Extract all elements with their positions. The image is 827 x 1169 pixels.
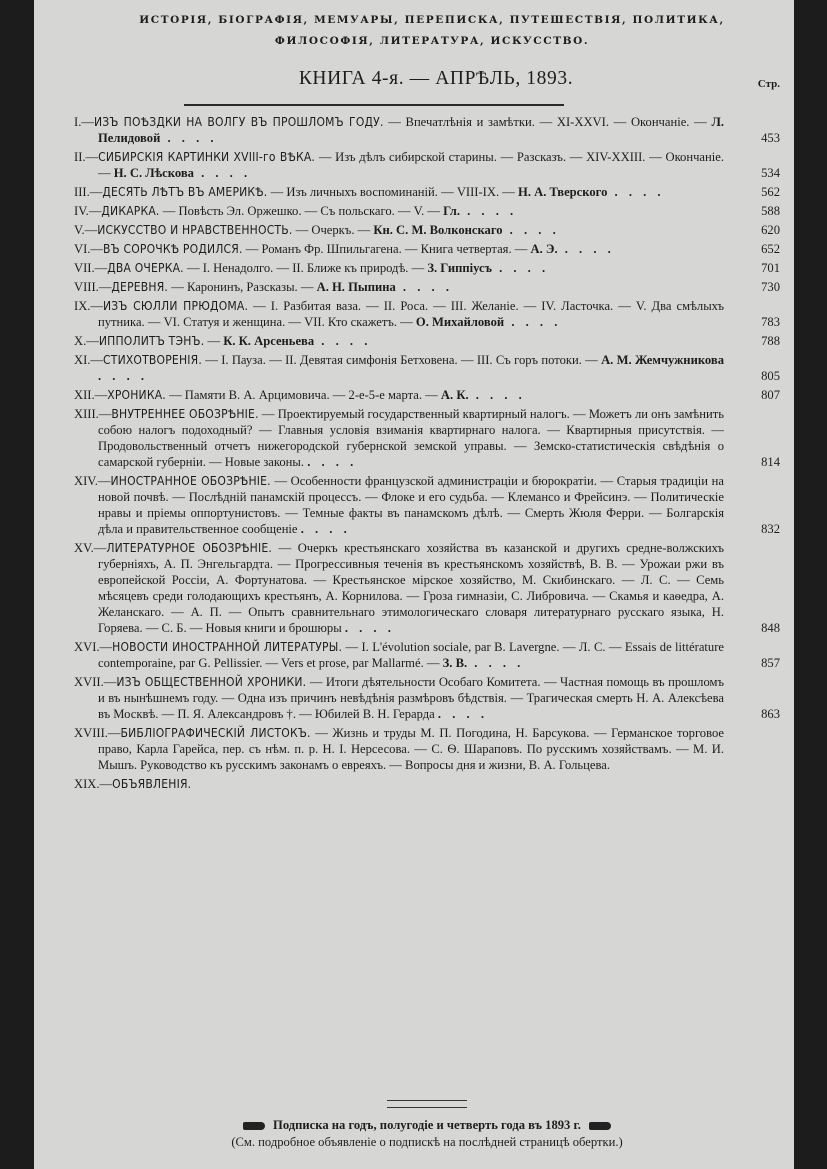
title-rule: [184, 104, 564, 106]
toc-entry-number: VI.—: [74, 242, 104, 256]
toc-entry-description: — I. Разбитая ваза. — II. Роса. — III. Желаніе. — IV. Ласточка. — V. Два смѣлыхъ путника. — VI. Статуя и женщина. — VII. Кто скажетъ. —: [98, 299, 724, 329]
footer: [74, 1100, 780, 1150]
leader-dots: . . . .: [193, 166, 252, 180]
toc-entry-heading: ЛИТЕРАТУРНОЕ ОБОЗРѢНІЕ.: [106, 541, 273, 555]
toc-entry-heading: БИБЛІОГРАФИЧЕСКІЙ ЛИСТОКЪ.: [120, 726, 311, 740]
toc-entry-author: Кн. С. М. Волконскаго: [373, 223, 503, 237]
leader-dots: . . . .: [437, 707, 488, 721]
toc-entry-number: X.—: [74, 334, 99, 348]
toc-entry: [74, 674, 780, 722]
toc-entry: [74, 260, 780, 276]
toc-entry: [74, 203, 780, 219]
leader-dots: . . . .: [307, 455, 358, 469]
toc-entry-author: З. В.: [442, 656, 468, 670]
subscription-note: (См. подробное объявленіе о подпискѣ на послѣдней страницѣ обертки.): [231, 1135, 623, 1149]
toc-entry-author: Л. Пелидовой: [98, 115, 724, 145]
toc-entry-description: — Романъ Фр. Шпильгагена. — Книга четвертая. —: [245, 242, 528, 256]
pointing-hand-icon: [589, 1122, 611, 1130]
toc-entry-heading: ИЗЪ ОБЩЕСТВЕННОЙ ХРОНИКИ.: [116, 675, 307, 689]
header-line-1: ИСТОРІЯ, БІОГРАФІЯ, МЕМУАРЫ, ПЕРЕПИСКА, ПУТЕШЕСТВІЯ, ПОЛИТИКА,: [139, 14, 725, 26]
toc-entry-number: XVI.—: [74, 640, 113, 654]
leader-dots: . . . .: [607, 185, 665, 199]
leader-dots: . . . .: [395, 280, 453, 294]
toc-entry: [74, 387, 780, 403]
toc-entry-description: — Впечатлѣнія и замѣтки. — XI-XXVI. — Окончаніе. —: [388, 115, 707, 129]
toc-entry-description: —: [207, 334, 221, 348]
toc-entry-page: 863: [761, 707, 780, 721]
subscription-text: Подписка на годъ, полугодіе и четверть года въ 1893 г.: [273, 1118, 581, 1132]
pointing-hand-icon: [243, 1122, 265, 1130]
toc-entry-description: — Жизнь и труды М. П. Погодина, Н. Барсукова. — Германское торговое право, Карла Гарейса, пер. съ нѣм. п. р. Н. І. Нерсесова. — С. Ѳ. Шараповъ. По русскимъ хозяйствамъ. — М. И. Мышъ. Руководство къ русскимъ законамъ о евреяхъ. — Вопросы дня и жизни, В. А. Гольцева.: [98, 726, 724, 772]
page-column-label: Стр.: [757, 78, 780, 90]
toc-entry-page: 832: [761, 522, 780, 536]
toc-entry-description: — Особенности французской администраціи и бюрократіи. — Старыя традиціи на новой почвѣ. — Послѣдній панамскій процессъ. — Флоке и его судьба. — Клемансо и Фрейсинэ. — Политическіе нравы и пріемы оппортунистовъ. — Темные факты въ панамскомъ дѣлѣ. — Смерть Жюля Ферри. — Болгарскія дѣла и правительственное сообщеніе: [98, 474, 724, 536]
toc-entry-number: V.—: [74, 223, 98, 237]
toc-entry-number: XII.—: [74, 388, 108, 402]
leader-dots: . . . .: [98, 369, 149, 383]
toc-entry-heading: ИНОСТРАННОЕ ОБОЗРѢНІЕ.: [110, 474, 271, 488]
toc-entry-page: 848: [761, 621, 780, 635]
toc-entry-page: 701: [761, 261, 780, 275]
leader-dots: . . . .: [504, 315, 562, 329]
toc-entry-author: А. М. Жемчужникова: [601, 353, 724, 367]
toc-entry-heading: ХРОНИКА.: [107, 388, 166, 402]
toc-entry-number: XVIII.—: [74, 726, 121, 740]
toc-entry-description: — Каронинъ, Разсказы. —: [171, 280, 314, 294]
toc-entry: [74, 279, 780, 295]
toc-entry-number: IX.—: [74, 299, 104, 313]
leader-dots: . . . .: [467, 656, 525, 670]
toc-entry-heading: НОВОСТИ ИНОСТРАННОЙ ЛИТЕРАТУРЫ.: [112, 640, 343, 654]
leader-dots: . . . .: [459, 204, 518, 218]
leader-dots: . . . .: [344, 621, 395, 635]
toc-entry-author: Н. С. Лѣскова: [113, 166, 194, 180]
leader-dots: . . . .: [314, 334, 372, 348]
table-of-contents: [74, 114, 780, 792]
toc-entry: [74, 725, 780, 773]
toc-entry-number: VII.—: [74, 261, 108, 275]
page: [34, 0, 794, 1169]
toc-entry-page: 857: [761, 656, 780, 670]
leader-dots: . . . .: [300, 522, 351, 536]
header-line-2: ФИЛОСОФІЯ, ЛИТЕРАТУРА, ИСКУССТВО.: [274, 35, 590, 47]
toc-entry-heading: ДИКАРКА.: [101, 204, 160, 218]
leader-dots: . . . .: [160, 131, 218, 145]
toc-entry-number: I.—: [74, 115, 94, 129]
toc-entry-heading: СИБИРСКІЯ КАРТИНКИ XVIII-го ВѢКА.: [98, 150, 316, 164]
toc-entry-page: 805: [761, 369, 780, 383]
toc-entry-number: II.—: [74, 150, 99, 164]
toc-entry-number: XV.—: [74, 541, 107, 555]
toc-entry-page: 562: [761, 185, 780, 199]
toc-entry-description: — Итоги дѣятельности Особаго Комитета. — Частная помощь въ прошломъ и въ нынѣшнемъ году. — Одна изъ причинъ невѣдѣнія размѣровъ бѣдствія. — Трагическая смерть Н. А. Алексѣева въ Москвѣ. — П. Я. Александровъ †. — Юбилей В. Н. Герарда: [98, 675, 724, 721]
toc-entry: [74, 540, 780, 636]
toc-entry: [74, 149, 780, 181]
toc-entry-description: — Памяти В. А. Арцимовича. — 2-е-5-е марта. —: [169, 388, 438, 402]
toc-entry-page: 534: [761, 166, 780, 180]
toc-entry-number: XI.—: [74, 353, 104, 367]
toc-entry: [74, 222, 780, 238]
toc-entry-heading: ИЗЪ СЮЛЛИ ПРЮДОМА.: [103, 299, 249, 313]
toc-entry-number: XVII.—: [74, 675, 117, 689]
toc-entry-heading: ИСКУССТВО И НРАВСТВЕННОСТЬ.: [97, 223, 293, 237]
toc-entry: [74, 184, 780, 200]
toc-entry-number: XIII.—: [74, 407, 112, 421]
toc-entry-description: — Очеркъ крестьянскаго хозяйства въ казанской и другихъ средне-волжскихъ губерніяхъ, А. П. Энгельгардта. — Прогрессивныя теченія въ крестьянскомъ хозяйствѣ, В. В. — Урожаи ржи въ европейской Россіи, А. Фортунатова. — Крестьянское мірское хозяйство, М. Скибинскаго. — Л. С. — Семь мѣсяцевъ среди голодающихъ крестьянъ, А. Корнилова. — Гроза гимназіи, С. Либровича. — Скамья и каѳедра, А. Желанскаго. — А. П. — Опытъ сравнительнаго этимологическаго словаря литературнаго русскаго языка, Н. Горяева. — С. Б. — Новыя книги и брошюры: [98, 541, 724, 635]
toc-entry-heading: ОБЪЯВЛЕНІЯ.: [112, 777, 192, 791]
toc-entry-heading: ДЕСЯТЬ ЛѢТЪ ВЪ АМЕРИКѢ.: [102, 185, 268, 199]
toc-entry-page: 788: [761, 334, 780, 348]
toc-entry-description: — I. L'évolution sociale, par B. Lavergne. — Л. С. — Essais de littérature contemporaine, par G. Pellissier. — Vers et prose, par Mallarmé. —: [98, 640, 724, 670]
toc-entry-page: 453: [761, 131, 780, 145]
book-title: КНИГА 4-я. — АПРѢЛЬ, 1893.: [298, 68, 574, 89]
toc-entry-number: IV.—: [74, 204, 102, 218]
toc-entry-heading: ИЗЪ ПОѢЗДКИ НА ВОЛГУ ВЪ ПРОШЛОМЪ ГОДУ.: [93, 115, 384, 129]
toc-entry-description: — I. Ненадолго. — II. Ближе къ природѣ. —: [186, 261, 425, 275]
toc-entry-heading: ВНУТРЕННЕЕ ОБОЗРѢНІЕ.: [111, 407, 259, 421]
toc-entry: [74, 333, 780, 349]
toc-entry: [74, 114, 780, 146]
toc-entry: [74, 473, 780, 537]
toc-entry-page: 652: [761, 242, 780, 256]
toc-entry-author: О. Михайловой: [415, 315, 505, 329]
leader-dots: . . . .: [502, 223, 560, 237]
toc-entry-description: — Очеркъ. —: [295, 223, 371, 237]
toc-entry: [74, 639, 780, 671]
leader-dots: . . . .: [557, 242, 615, 256]
toc-entry-page: 814: [761, 455, 780, 469]
toc-entry-heading: ДВА ОЧЕРКА.: [107, 261, 184, 275]
toc-entry-page: 730: [761, 280, 780, 294]
toc-entry-author: А. К.: [440, 388, 469, 402]
toc-entry-author: К. К. Арсеньева: [223, 334, 315, 348]
toc-entry-author: Гл.: [443, 204, 460, 218]
ornament-divider: [387, 1100, 467, 1108]
toc-entry-heading: ВЪ СОРОЧКѢ РОДИЛСЯ.: [103, 242, 243, 256]
toc-entry: [74, 352, 780, 384]
subscription-line: [74, 1118, 780, 1133]
toc-entry-heading: СТИХОТВОРЕНІЯ.: [103, 353, 202, 367]
toc-entry-number: XIX.—: [74, 777, 113, 791]
leader-dots: . . . .: [468, 388, 526, 402]
toc-entry-description: — Повѣсть Эл. Оржешко. — Съ польскаго. — V. —: [162, 204, 441, 218]
toc-entry-author: А. Н. Пыпина: [316, 280, 396, 294]
toc-entry-heading: ДЕРЕВНЯ.: [111, 280, 169, 294]
toc-entry-page: 588: [761, 204, 780, 218]
toc-entry: [74, 298, 780, 330]
leader-dots: . . . .: [491, 261, 550, 275]
toc-entry: [74, 406, 780, 470]
toc-entry-number: VIII.—: [74, 280, 112, 294]
toc-entry-author: Н. А. Тверского: [518, 185, 608, 199]
toc-entry-author: З. Гиппіусъ: [427, 261, 492, 275]
toc-entry-heading: ИППОЛИТЪ ТЭНЪ.: [98, 334, 205, 348]
toc-entry-description: — I. Пауза. — II. Девятая симфонія Бетховена. — III. Съ горъ потоки. —: [205, 353, 598, 367]
toc-entry-number: XIV.—: [74, 474, 111, 488]
toc-entry-description: — Проектируемый государственный квартирный налогъ. — Можетъ ли онъ замѣнить собою налогъ подоходный? — Главныя условія взиманія квартирнаго налога. — Квартирныя присутствія. — Продовольственный отчетъ нижегородской губернской земской управы. — Земско-статистическія свѣдѣнія о самарской губерніи. — Новые законы.: [98, 407, 724, 469]
book-title-row: [74, 68, 780, 102]
toc-entry-description: — Изъ дѣлъ сибирской старины. — Разсказъ. — XIV-XXIII. — Окончаніе. —: [98, 150, 724, 180]
toc-entry: [74, 241, 780, 257]
toc-entry-page: 807: [761, 388, 780, 402]
toc-entry-page: 620: [761, 223, 780, 237]
toc-entry: [74, 776, 780, 792]
toc-entry-number: III.—: [74, 185, 103, 199]
toc-entry-author: А. Э.: [530, 242, 558, 256]
toc-entry-page: 783: [761, 315, 780, 329]
toc-entry-description: — Изъ личныхъ воспоминаній. — VIII-IX. —: [270, 185, 515, 199]
